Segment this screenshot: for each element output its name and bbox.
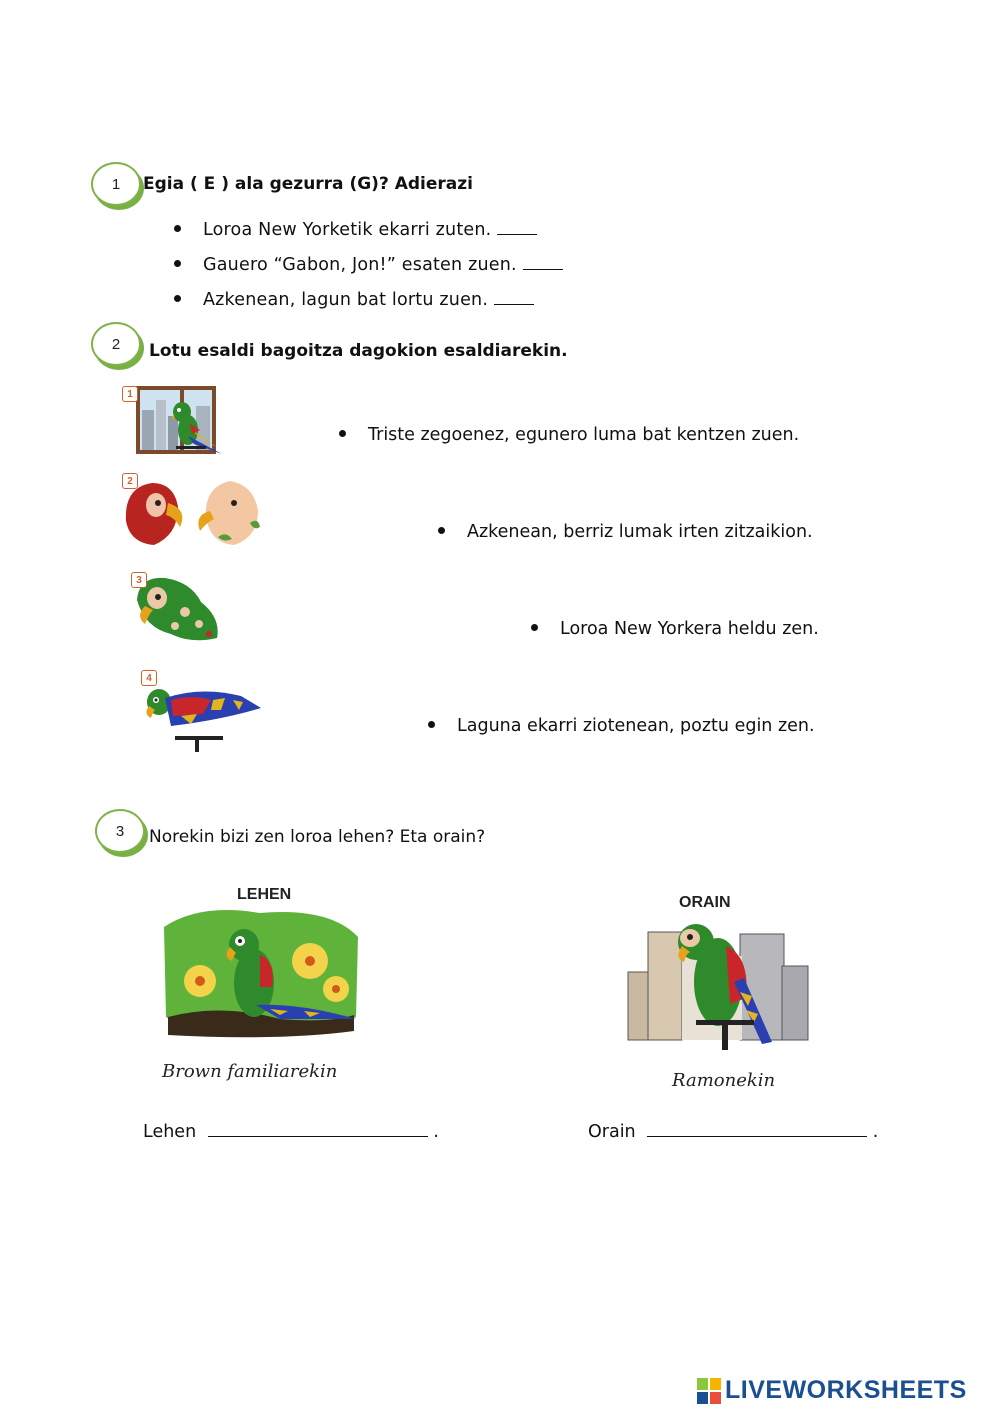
sentence-text: Azkenean, berriz lumak irten zitzaikion.	[467, 522, 813, 542]
list-item	[174, 220, 537, 240]
statement-text: Gauero “Gabon, Jon!” esaten zuen.	[203, 255, 517, 275]
answer-label: Lehen	[143, 1122, 197, 1142]
liveworksheets-logo-icon	[697, 1378, 721, 1404]
answer-blank-after[interactable]	[647, 1122, 867, 1137]
liveworksheets-logo[interactable]	[697, 1376, 967, 1405]
answer-blank[interactable]	[523, 255, 563, 270]
picture-number-badge	[122, 473, 138, 489]
picture-parrot-city[interactable]	[122, 386, 222, 458]
picture-label-before: LEHEN	[237, 886, 292, 903]
picture-number: 1	[127, 388, 133, 400]
picture-number-badge	[122, 386, 138, 402]
question-number-badge	[91, 162, 141, 206]
picture-number-badge	[141, 670, 157, 686]
question-title: Lotu esaldi bagoitza dagokion esaldiarekin.	[149, 341, 568, 361]
answer-label: Orain	[588, 1122, 636, 1142]
match-sentence[interactable]	[438, 522, 813, 542]
picture-parrot-jungle	[160, 907, 360, 1043]
question-number-badge	[95, 809, 145, 853]
match-sentence[interactable]	[339, 425, 799, 445]
bullet-icon	[174, 260, 181, 267]
answer-line-after: Orain .	[588, 1122, 879, 1142]
question-title: Egia ( E ) ala gezurra (G)? Adierazi	[143, 174, 473, 194]
statement-text: Azkenean, lagun bat lortu zuen.	[203, 290, 489, 310]
answer-line-before: Lehen .	[143, 1122, 439, 1142]
question-title: Norekin bizi zen loroa lehen? Eta orain?	[149, 827, 486, 847]
picture-number: 4	[146, 672, 152, 684]
parrot-jungle-illustration	[160, 907, 360, 1043]
sentence-text: Triste zegoenez, egunero luma bat kentzen zuen.	[368, 425, 800, 445]
picture-parrot-city-perch	[622, 912, 812, 1054]
list-item	[174, 255, 563, 275]
answer-blank[interactable]	[494, 290, 534, 305]
bullet-icon	[531, 624, 538, 631]
sentence-text: Loroa New Yorkera heldu zen.	[560, 619, 819, 639]
list-item	[174, 290, 534, 310]
picture-number: 2	[127, 475, 133, 487]
bullet-icon	[438, 527, 445, 534]
picture-number-badge	[131, 572, 147, 588]
picture-label-after: ORAIN	[679, 894, 731, 911]
match-sentence[interactable]	[428, 716, 815, 736]
parrot-city-perch-illustration	[622, 912, 812, 1054]
brand-name: LIVEWORKSHEETS	[725, 1376, 967, 1404]
picture-parrot-heads[interactable]	[122, 473, 262, 549]
parrot-heads-illustration	[122, 473, 262, 549]
caption-before: Brown familiarekin	[162, 1061, 338, 1082]
statement-text: Loroa New Yorketik ekarri zuten.	[203, 220, 492, 240]
picture-parrot-plucked[interactable]	[131, 572, 223, 644]
match-sentence[interactable]	[531, 619, 819, 639]
answer-blank-before[interactable]	[208, 1122, 428, 1137]
question-number: 1	[111, 175, 121, 193]
bullet-icon	[428, 721, 435, 728]
question-number: 2	[111, 335, 121, 353]
question-number: 3	[115, 822, 125, 840]
bullet-icon	[174, 295, 181, 302]
answer-blank[interactable]	[497, 220, 537, 235]
picture-parrot-perch[interactable]	[141, 670, 263, 754]
bullet-icon	[339, 430, 346, 437]
sentence-text: Laguna ekarri ziotenean, poztu egin zen.	[457, 716, 815, 736]
question-number-badge	[91, 322, 141, 366]
caption-after: Ramonekin	[672, 1070, 776, 1091]
picture-number: 3	[136, 574, 142, 586]
parrot-perch-illustration	[141, 670, 263, 754]
bullet-icon	[174, 225, 181, 232]
